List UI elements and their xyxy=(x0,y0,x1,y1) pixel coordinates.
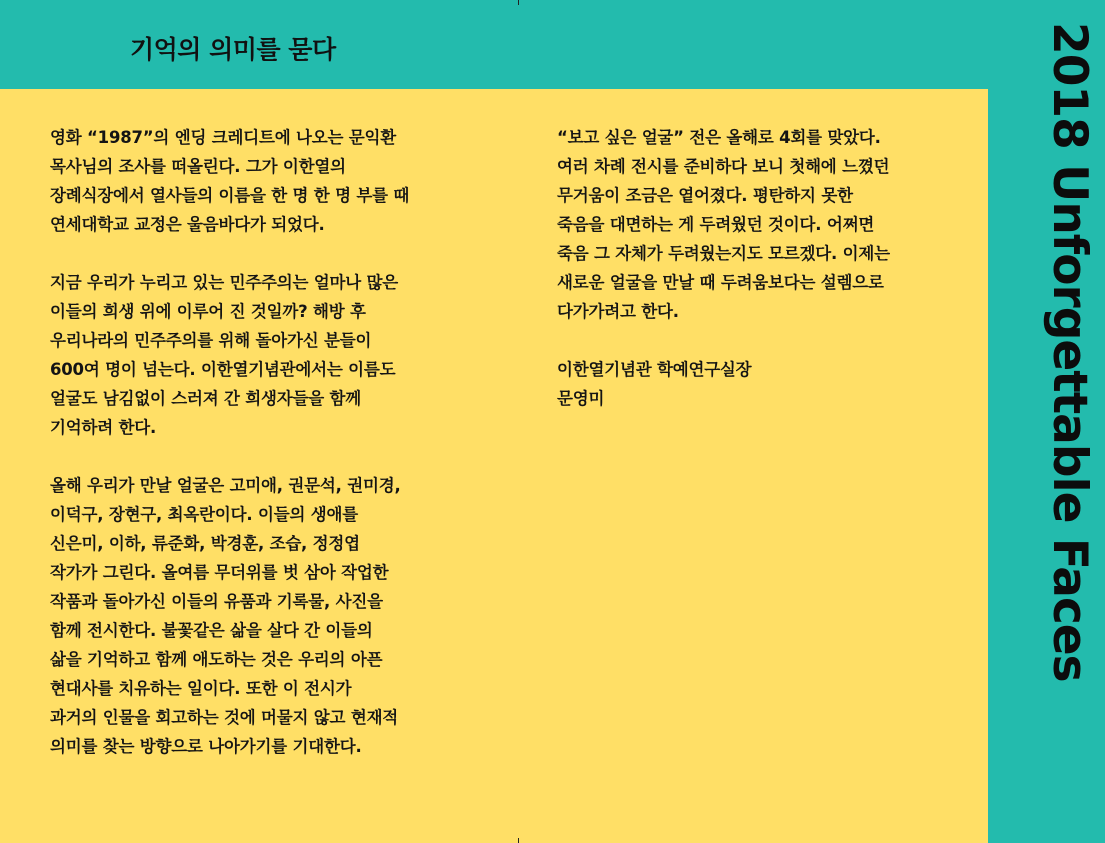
page-title: 기억의 의미를 묻다 xyxy=(130,35,336,64)
paragraph-fourth-exhibition: “보고 싶은 얼굴” 전은 올해로 4회를 맞았다. 여러 차례 전시를 준비하다 보니 첫해에 느꼈던 무거움이 조금은 옅어졌다. 평탄하지 못한 죽음을 대면하는 게 두려웠던 것이다. 어쩌면 죽음 그 자체가 두려웠는지도 모르겠다. 이제는 새로운 얼굴을 만날 때 두려움보다는 설렘으로 다가가려고 한다. xyxy=(557,128,890,321)
vertical-exhibition-title: 2018 Unforgettable Faces xyxy=(1042,22,1097,682)
signature-name: 문영미 xyxy=(557,389,605,408)
signature-position: 이한열기념관 학예연구실장 xyxy=(557,360,752,379)
paragraph-this-year-faces: 올해 우리가 만날 얼굴은 고미애, 권문석, 권미경, 이덕구, 장현구, 최옥란이다. 이들의 생애를 신은미, 이하, 류준화, 박경훈, 조습, 정정엽 작가가 그린다. 올여름 무더위를 벗 삼아 작업한 작품과 돌아가신 이들의 유품과 기록물, 사진을 함께 전시한다. 불꽃같은 삶을 살다 간 이들의 삶을 기억하고 함께 애도하는 것은 우리의 아픈 현대사를 치유하는 일이다. 또한 이 전시가 과거의 인물을 회고하는 것에 머물지 않고 현재적 의미를 찾는 방향으로 나아가기를 기대한다. xyxy=(50,476,401,756)
crop-mark-top xyxy=(518,0,519,5)
paragraph-film-credit: 영화 “1987”의 엔딩 크레디트에 나오는 문익환 목사님의 조사를 떠올린다. 그가 이한열의 장례식장에서 열사들의 이름을 한 명 한 명 부를 때 연세대학교 교정은 울음바다가 되었다. xyxy=(50,128,410,234)
crop-mark-bottom xyxy=(518,838,519,843)
right-column xyxy=(557,123,977,442)
text-panel xyxy=(0,89,988,843)
signature xyxy=(557,355,977,413)
left-column xyxy=(50,123,490,790)
paragraph-democracy-sacrifice: 지금 우리가 누리고 있는 민주주의는 얼마나 많은 이들의 희생 위에 이루어 진 것일까? 해방 후 우리나라의 민주주의를 위해 돌아가신 분들이 600여 명이 넘는다. 이한열기념관에서는 이름도 얼굴도 남김없이 스러져 간 희생자들을 함께 기억하려 한다. xyxy=(50,273,399,437)
